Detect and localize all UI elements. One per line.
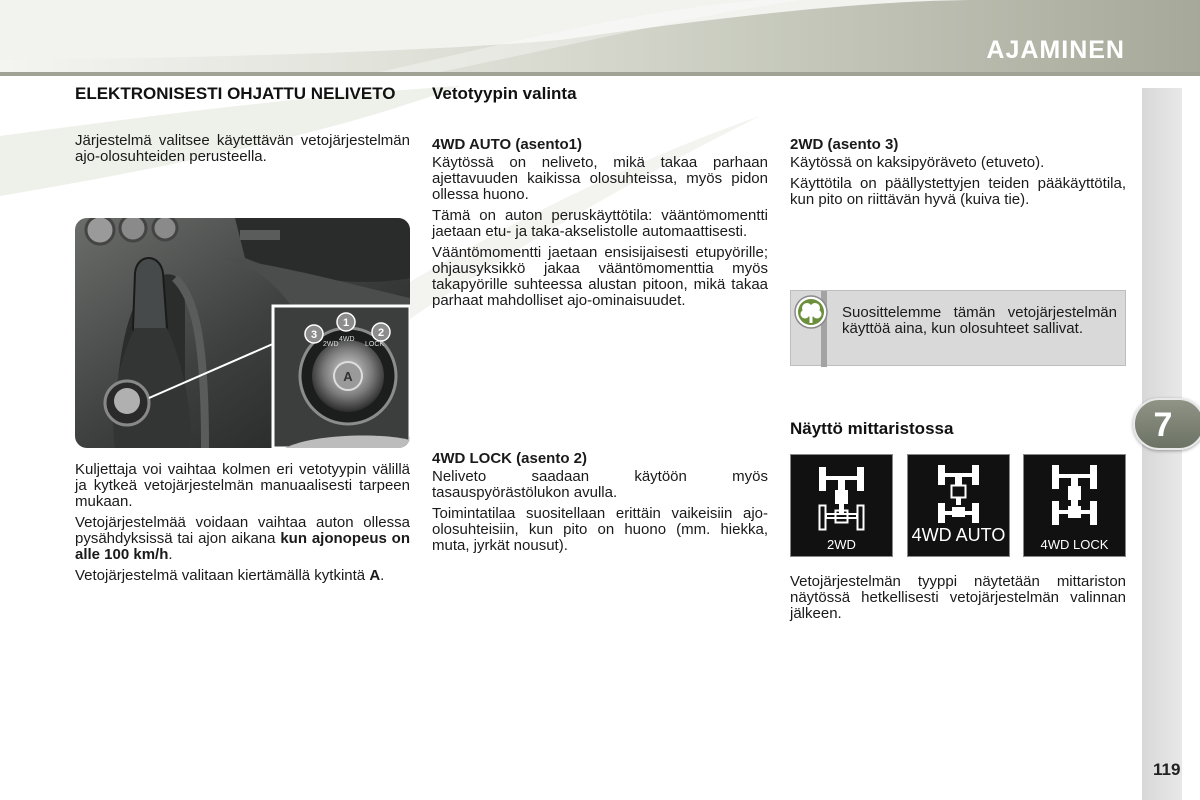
chapter-tab [1133, 398, 1200, 450]
main-heading: ELEKTRONISESTI OHJATTU NELIVETO [75, 84, 396, 103]
paragraph-speed-text: Vetojärjestelmää voidaan vaihtaa auton ollessa pysähdyksissä tai ajon aikana [75, 514, 410, 547]
display-description: Vetojärjestelmän tyyppi näytetään mittariston näytössä hetkellisesti vetojärjestelmän valinnan jälkeen. [790, 573, 1126, 622]
intro-paragraph: Järjestelmä valitsee käytettävän vetojärjestelmän ajo-olosuhteiden perusteella. [75, 132, 410, 165]
column-right [790, 136, 1126, 213]
display-2wd [790, 454, 893, 557]
paragraph-knob-text: Vetojärjestelmä valitaan kiertämällä kytkintä [75, 567, 370, 584]
display-2wd-label: 2WD [827, 537, 856, 552]
mode-2wd-label: 2WD [323, 341, 339, 348]
auto-mode-p1: Käytössä on neliveto, mikä takaa parhaan ajettavuuden kaikissa olosuhteissa, myös pidon ollessa huono. [432, 154, 768, 203]
paragraph-speed-bold: kun ajonopeus on alle 100 km/h [75, 530, 410, 563]
tip-box [790, 290, 1126, 366]
column-middle-lower [432, 450, 768, 559]
chapter-number: 7 [1153, 406, 1173, 444]
tip-text: Suosittelemme tämän vetojärjestelmän käyttöä aina, kun olosuhteet sallivat. [842, 304, 1117, 337]
paragraph-speed [75, 515, 410, 563]
column-left [75, 83, 410, 170]
lock-mode-title: 4WD LOCK (asento 2) [432, 450, 588, 467]
twowd-mode-p1: Käytössä on kaksipyöräveto (etuveto). [790, 154, 1045, 171]
tree-icon [794, 295, 828, 329]
auto-mode-p3: Vääntömomentti jaetaan ensisijaisesti etupyörille; ohjausyksikkö jakaa vääntömomenttia myös takapyörille suhteessa alustan pitoon, mikä takaa parhaat mahdolliset ajo-ominaisuudet. [432, 244, 768, 309]
mode-4wd-label: 4WD [339, 336, 355, 343]
twowd-mode-p2: Käyttötila on päällystettyjen teiden pääkäyttötila, kun pito on riittävän hyvä (kuiva tie). [790, 175, 1126, 208]
lock-mode-p2: Toimintatilaa suositellaan erittäin vaikeisiin ajo-olosuhteisiin, kun pito on huono (mm. hiekka, muta, jyrkät nousut). [432, 505, 768, 554]
page-number: 119 [1153, 760, 1181, 779]
paragraph-knob-end: . [380, 567, 385, 584]
paragraph-knob [75, 568, 410, 584]
mode-lock-label: LOCK [365, 341, 385, 348]
display-heading: Näyttö mittaristossa [790, 419, 954, 438]
auto-mode-p2: Tämä on auton peruskäyttötila: vääntömomentti jaetaan etu- ja taka-akselistolle automaattisesti. [432, 207, 768, 240]
gear-console-photo [75, 218, 410, 448]
position-3-label: 3 [310, 329, 318, 341]
section-title: AJAMINEN [986, 36, 1125, 64]
paragraph-knob-bold: A [369, 567, 381, 584]
position-1-label: 1 [342, 317, 350, 329]
paragraph-speed-end: . [168, 546, 173, 563]
knob-label: A [343, 369, 353, 384]
display-4wd-auto-label: 4WD AUTO [911, 525, 1006, 545]
display-4wd-lock-label: 4WD LOCK [1040, 537, 1109, 552]
auto-mode-title: 4WD AUTO (asento1) [432, 136, 583, 153]
twowd-mode-title: 2WD (asento 3) [790, 136, 899, 153]
column-left-lower [75, 462, 410, 589]
selection-heading: Vetotyypin valinta [432, 84, 577, 103]
lock-mode-p1: Neliveto saadaan käytöön myös tasauspyörästölukon avulla. [432, 468, 768, 501]
paragraph-modes: Kuljettaja voi vaihtaa kolmen eri vetotyypin välillä ja kytkeä vetojärjestelmän manuaalisesti tarpeen mukaan. [75, 461, 410, 510]
display-4wd-auto [907, 454, 1010, 557]
column-middle [432, 83, 768, 314]
position-2-label: 2 [377, 327, 385, 339]
display-4wd-lock [1023, 454, 1126, 557]
